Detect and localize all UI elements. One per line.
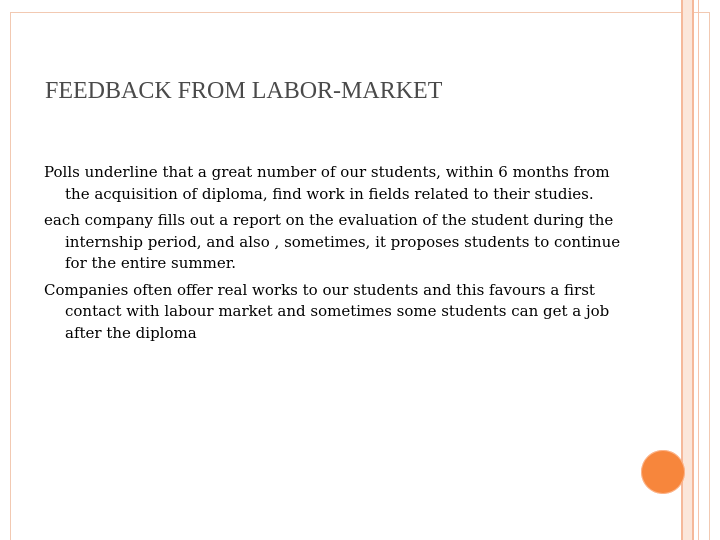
orange-circle-decoration xyxy=(641,450,685,494)
bullet-list xyxy=(44,162,624,349)
right-decorative-band xyxy=(683,0,692,540)
bullet-item: Companies often offer real works to our students and this favours a first contact with labour market and sometimes some students can get a job after the diploma xyxy=(44,280,610,342)
bullet-item: each company fills out a report on the evaluation of the student during the internship period, and also , sometimes, it proposes students to continue for the entire summer. xyxy=(44,211,621,272)
right-decorative-rule xyxy=(692,0,694,540)
right-decorative-rule xyxy=(698,0,699,540)
slide-title: FEEDBACK FROM LABOR-MARKET xyxy=(45,78,443,104)
bullet-item: Polls underline that a great number of our students, within 6 months from the acquisition of diploma, find work in fields related to their studies. xyxy=(44,163,610,203)
